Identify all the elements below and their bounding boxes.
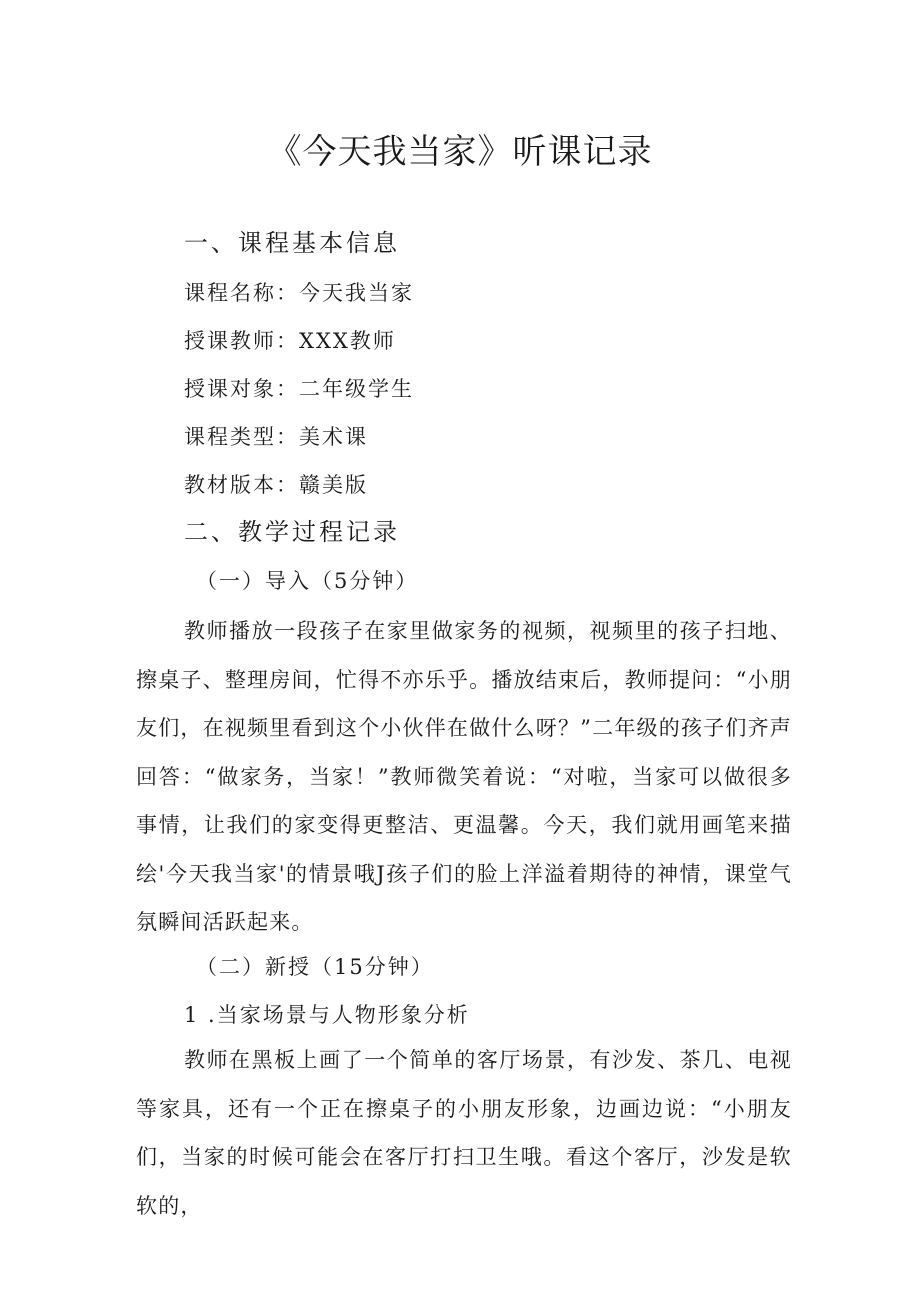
field-course-name: 课程名称：今天我当家: [184, 281, 414, 305]
section2-heading: 二、教学过程记录: [184, 518, 400, 546]
field-teacher: 授课教师：XXX教师: [184, 329, 396, 353]
section1-heading: 一、课程基本信息: [184, 229, 400, 257]
field-course-type: 课程类型：美术课: [184, 425, 368, 449]
sub1-heading: 1 .当家场景与人物形象分析: [184, 1003, 470, 1027]
field-textbook: 教材版本：赣美版: [184, 473, 368, 497]
sub1-paragraph: 教师在黑板上画了一个简单的客厅场景，有沙发、茶几、电视等家具，还有一个正在擦桌子的小朋友形象，边画边说：“小朋友们，当家的时候可能会在客厅打扫卫生哦。看这个客厅，沙发是软软的，: [136, 1048, 792, 1218]
part2-heading: （二）新授（15分钟）: [196, 955, 434, 979]
document-title: 《今天我当家》听课记录: [267, 132, 653, 172]
field-audience: 授课对象：二年级学生: [184, 377, 414, 401]
part1-heading: （一）导入（5分钟）: [196, 569, 419, 593]
part1-paragraph: 教师播放一段孩子在家里做家务的视频，视频里的孩子扫地、擦桌子、整理房间，忙得不亦乐乎。播放结束后，教师提问：“小朋友们，在视频里看到这个小伙伴在做什么呀？”二年级的孩子们齐声回答：“做家务，当家！”教师微笑着说：“对啦，当家可以做很多事情，让我们的家变得更整洁、更温馨。今天，我们就用画笔来描绘'今天我当家'的情景哦J孩子们的脸上洋溢着期待的神情，课堂气氛瞬间活跃起来。: [136, 619, 792, 934]
